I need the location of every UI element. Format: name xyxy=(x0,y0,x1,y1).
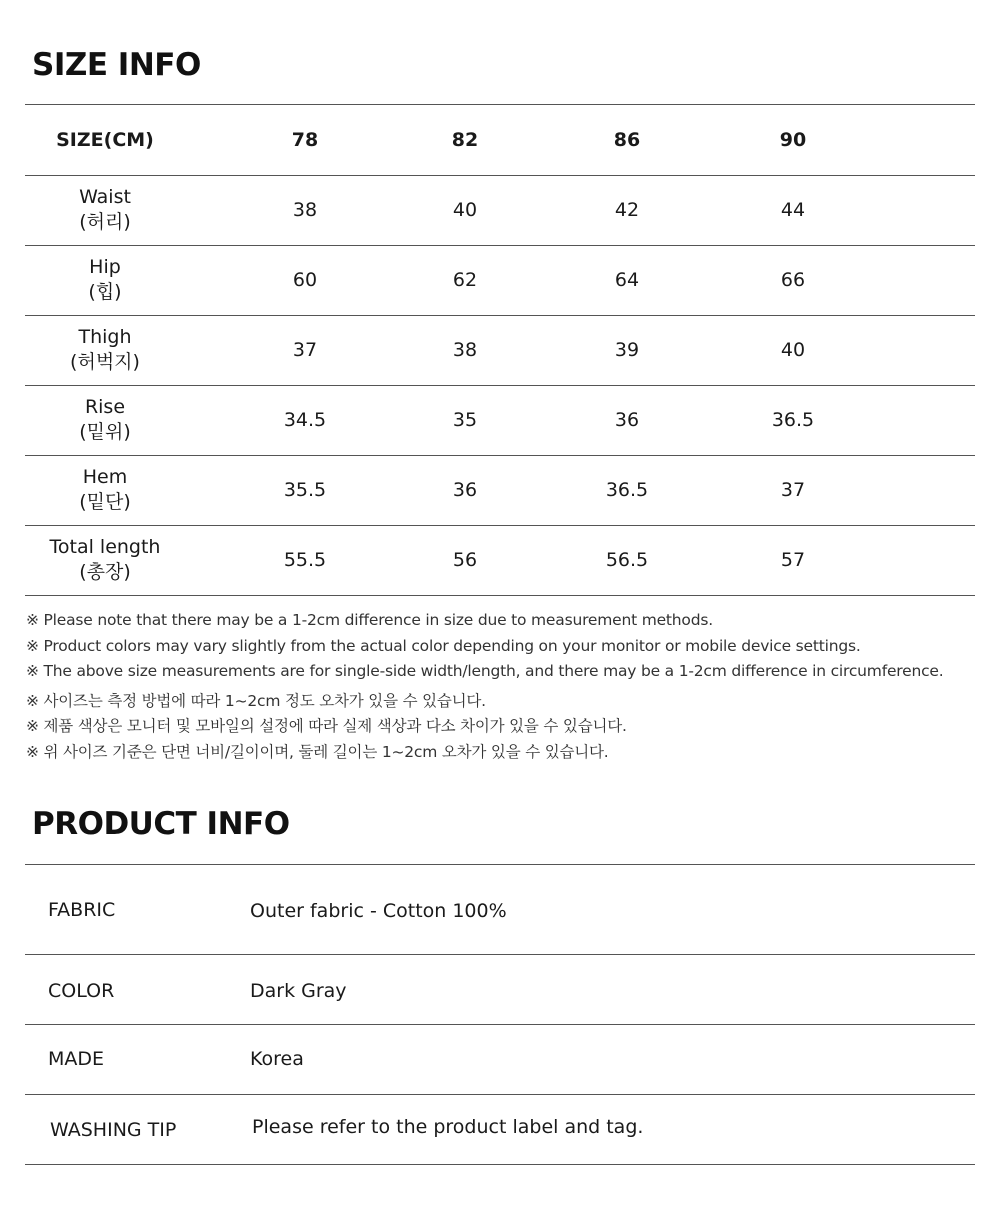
table-cell: 38 xyxy=(292,198,318,221)
table-cell: 36.5 xyxy=(771,408,815,431)
header-size-90: 90 xyxy=(779,128,807,151)
info-row-fabric xyxy=(25,865,975,954)
note-ko: ※ 제품 색상은 모니터 및 모바일의 설정에 따라 실제 색상과 다소 차이가 있을 수 있습니다. xyxy=(26,717,627,735)
note-en: ※ Please note that there may be a 1-2cm difference in size due to measurement methods. xyxy=(26,611,713,629)
table-row-total-length xyxy=(25,525,975,595)
table-cell: 40 xyxy=(452,198,478,221)
header-size-78: 78 xyxy=(291,128,319,151)
info-value: Outer fabric - Cotton 100% xyxy=(250,900,507,922)
table-row-hip xyxy=(25,245,975,315)
row-label xyxy=(25,315,185,385)
table-cell: 34.5 xyxy=(283,408,327,431)
note-en: ※ Product colors may vary slightly from the actual color depending on your monitor or mobile device settings. xyxy=(26,636,861,655)
info-label: WASHING TIP xyxy=(50,1119,177,1141)
info-row-made xyxy=(25,1025,975,1094)
table-cell: 66 xyxy=(780,268,806,291)
info-label: FABRIC xyxy=(48,899,116,921)
info-value: Dark Gray xyxy=(250,980,347,1002)
header-size-82: 82 xyxy=(451,128,479,151)
table-cell: 56.5 xyxy=(605,548,649,571)
row-label-en: Thigh xyxy=(78,326,132,348)
table-cell: 38 xyxy=(452,338,478,361)
row-label xyxy=(25,245,185,315)
table-cell: 62 xyxy=(452,268,478,291)
info-value: Please refer to the product label and tag. xyxy=(252,1116,644,1138)
table-cell: 35 xyxy=(452,408,478,431)
row-label xyxy=(25,385,185,455)
info-value: Korea xyxy=(250,1048,304,1070)
row-label-en: Hem xyxy=(82,466,128,488)
table-row-rise xyxy=(25,385,975,455)
row-label-en: Total length xyxy=(49,536,161,558)
row-label-ko: (밑단) xyxy=(79,491,131,513)
table-divider xyxy=(25,595,975,596)
note-ko: ※ 사이즈는 측정 방법에 따라 1~2cm 정도 오차가 있을 수 있습니다. xyxy=(26,691,486,710)
row-label-ko: (허벅지) xyxy=(70,351,140,373)
row-label xyxy=(25,455,185,525)
row-label-en: Hip xyxy=(89,256,121,278)
table-cell: 44 xyxy=(780,198,806,221)
row-label xyxy=(25,175,185,245)
table-cell: 42 xyxy=(614,198,640,221)
table-cell: 37 xyxy=(780,478,806,501)
table-cell: 35.5 xyxy=(283,478,327,501)
info-row-washing-tip xyxy=(25,1095,975,1164)
table-cell: 56 xyxy=(452,548,478,571)
info-label: COLOR xyxy=(48,980,115,1002)
table-cell: 40 xyxy=(780,338,806,361)
table-cell: 39 xyxy=(614,338,640,361)
row-label xyxy=(25,525,185,595)
row-label-en: Rise xyxy=(84,396,126,418)
table-cell: 60 xyxy=(292,268,318,291)
header-size-label: SIZE(CM) xyxy=(56,128,154,151)
size-table-header xyxy=(25,105,975,175)
info-label: MADE xyxy=(48,1048,105,1070)
size-notes xyxy=(26,608,986,765)
table-divider xyxy=(25,1164,975,1165)
table-cell: 55.5 xyxy=(283,548,327,571)
table-row-hem xyxy=(25,455,975,525)
row-label-ko: (힙) xyxy=(88,281,122,303)
table-cell: 57 xyxy=(780,548,806,571)
row-label-en: Waist xyxy=(79,186,131,208)
header-size-86: 86 xyxy=(613,128,641,151)
table-cell: 37 xyxy=(292,338,318,361)
row-label-ko: (밑위) xyxy=(79,421,131,443)
table-row-thigh xyxy=(25,315,975,385)
table-row-waist xyxy=(25,175,975,245)
row-label-ko: (총장) xyxy=(79,561,131,583)
row-label-ko: (허리) xyxy=(79,211,131,233)
note-ko: ※ 위 사이즈 기준은 단면 너비/길이이며, 둘레 길이는 1~2cm 오차가 있을 수 있습니다. xyxy=(26,742,609,761)
table-cell: 36 xyxy=(614,408,640,431)
product-info-title: PRODUCT INFO xyxy=(32,806,290,842)
table-cell: 36 xyxy=(452,478,478,501)
note-en: ※ The above size measurements are for single-side width/length, and there may be a 1-2cm difference in circumference. xyxy=(26,662,944,680)
size-info-title: SIZE INFO xyxy=(32,47,201,83)
table-cell: 36.5 xyxy=(605,478,649,501)
table-cell: 64 xyxy=(614,268,640,291)
info-row-color xyxy=(25,955,975,1024)
